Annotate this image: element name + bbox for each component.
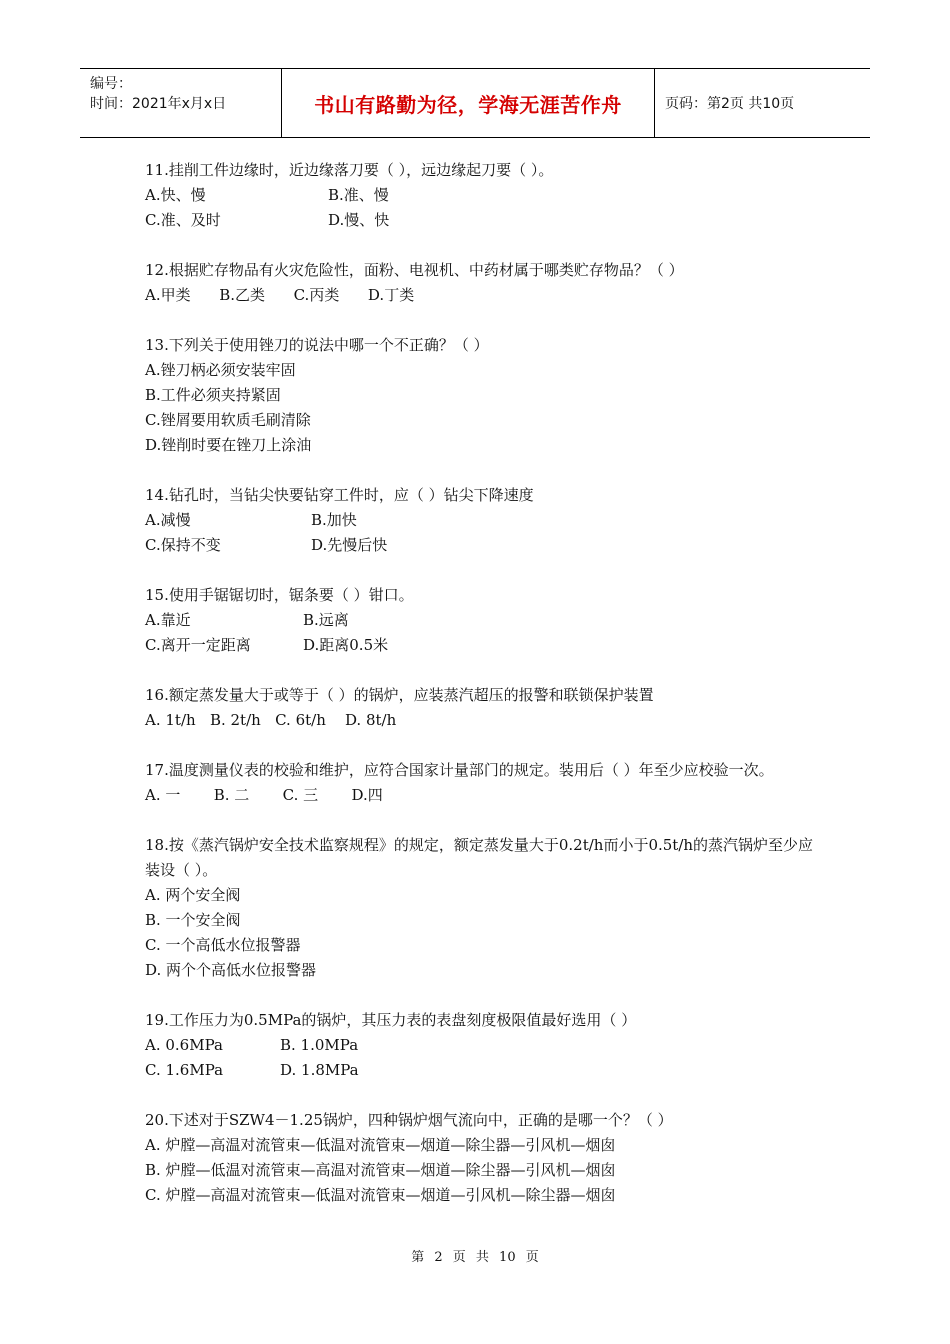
option-a: A. 0.6MPa	[145, 1036, 223, 1054]
question-stem: 15.使用手锯锯切时，锯条要（ ）钳口。	[145, 586, 414, 604]
question-20	[145, 1108, 825, 1208]
question-stem: 11.挂削工件边缘时，近边缘落刀要（ ），远边缘起刀要（ ）。	[145, 161, 554, 179]
question-19	[145, 1008, 825, 1083]
option-c: C. 一个高低水位报警器	[145, 936, 301, 954]
question-stem: 16.额定蒸发量大于或等于（ ）的锅炉，应装蒸汽超压的报警和联锁保护装置	[145, 686, 654, 704]
option-b: B.工件必须夹持紧固	[145, 386, 281, 404]
question-16	[145, 683, 825, 733]
option-b: B. 一个安全阀	[145, 911, 241, 929]
option-row	[145, 633, 825, 658]
question-stem: 14.钻孔时，当钻尖快要钻穿工件时，应（ ）钻尖下降速度	[145, 486, 534, 504]
option-c: C.离开一定距离	[145, 636, 251, 654]
question-11	[145, 158, 825, 233]
option-row	[145, 183, 825, 208]
option-row	[145, 533, 825, 558]
option-inline: A.甲类 B.乙类 C.丙类 D.丁类	[145, 286, 415, 304]
question-stem: 19.工作压力为0.5MPa的锅炉，其压力表的表盘刻度极限值最好选用（ ）	[145, 1011, 637, 1029]
option-d: D. 两个个高低水位报警器	[145, 961, 317, 979]
question-stem: 12.根据贮存物品有火灾危险性，面粉、电视机、中药材属于哪类贮存物品？（ ）	[145, 261, 684, 279]
option-b: B.准、慢	[328, 186, 389, 204]
option-a: A.靠近	[145, 611, 191, 629]
number-label: 编号：	[90, 76, 132, 92]
option-row	[145, 608, 825, 633]
option-c: C.保持不变	[145, 536, 221, 554]
time-label: 时间：2021年x月x日	[90, 96, 227, 112]
option-row	[145, 1058, 825, 1083]
question-14	[145, 483, 825, 558]
option-b: B.远离	[303, 611, 349, 629]
option-d: D.距离0.5米	[303, 636, 389, 654]
question-15	[145, 583, 825, 658]
option-b: B. 1.0MPa	[280, 1036, 359, 1054]
option-row	[145, 508, 825, 533]
question-12	[145, 258, 825, 308]
page-code: 页码：第2页 共10页	[665, 96, 795, 112]
option-b: B. 炉膛—低温对流管束—高温对流管束—烟道—除尘器—引风机—烟囱	[145, 1161, 616, 1179]
slogan: 书山有路勤为径，学海无涯苦作舟	[314, 92, 622, 117]
option-d: D.先慢后快	[311, 536, 388, 554]
question-stem: 17.温度测量仪表的校验和维护，应符合国家计量部门的规定。装用后（ ）年至少应校验一次。	[145, 761, 774, 779]
header-slogan-cell	[282, 69, 655, 137]
option-c: C. 炉膛—高温对流管束—低温对流管束—烟道—引风机—除尘器—烟囱	[145, 1186, 616, 1204]
question-18	[145, 833, 825, 983]
option-b: B.加快	[311, 511, 357, 529]
question-13	[145, 333, 825, 458]
option-a: A.锉刀柄必须安装牢固	[145, 361, 296, 379]
header-meta-cell	[80, 69, 282, 137]
page-header	[80, 68, 870, 138]
option-d: D.慢、快	[328, 211, 390, 229]
option-d: D.锉削时要在锉刀上涂油	[145, 436, 312, 454]
option-c: C.准、及时	[145, 211, 221, 229]
question-17	[145, 758, 825, 808]
option-inline: A. 1t/h B. 2t/h C. 6t/h D. 8t/h	[145, 711, 397, 729]
option-a: A. 两个安全阀	[145, 886, 241, 904]
option-a: A. 炉膛—高温对流管束—低温对流管束—烟道—除尘器—引风机—烟囱	[145, 1136, 616, 1154]
option-a: A.快、慢	[145, 186, 206, 204]
question-list	[145, 158, 825, 1233]
option-c: C.锉屑要用软质毛刷清除	[145, 411, 311, 429]
option-row	[145, 1033, 825, 1058]
question-stem: 20.下述对于SZW4－1.25锅炉，四种锅炉烟气流向中，正确的是哪一个？（ ）	[145, 1111, 673, 1129]
option-d: D. 1.8MPa	[280, 1061, 359, 1079]
option-a: A.减慢	[145, 511, 191, 529]
option-inline: A. 一 B. 二 C. 三 D.四	[145, 786, 383, 804]
option-c: C. 1.6MPa	[145, 1061, 224, 1079]
question-stem: 18.按《蒸汽锅炉安全技术监察规程》的规定，额定蒸发量大于0.2t/h而小于0.5t/h的蒸汽锅炉至少应装设（ ）。	[145, 836, 814, 879]
question-stem: 13.下列关于使用锉刀的说法中哪一个不正确？（ ）	[145, 336, 489, 354]
option-row	[145, 208, 825, 233]
page-footer: 第 2 页 共 10 页	[411, 1250, 539, 1265]
